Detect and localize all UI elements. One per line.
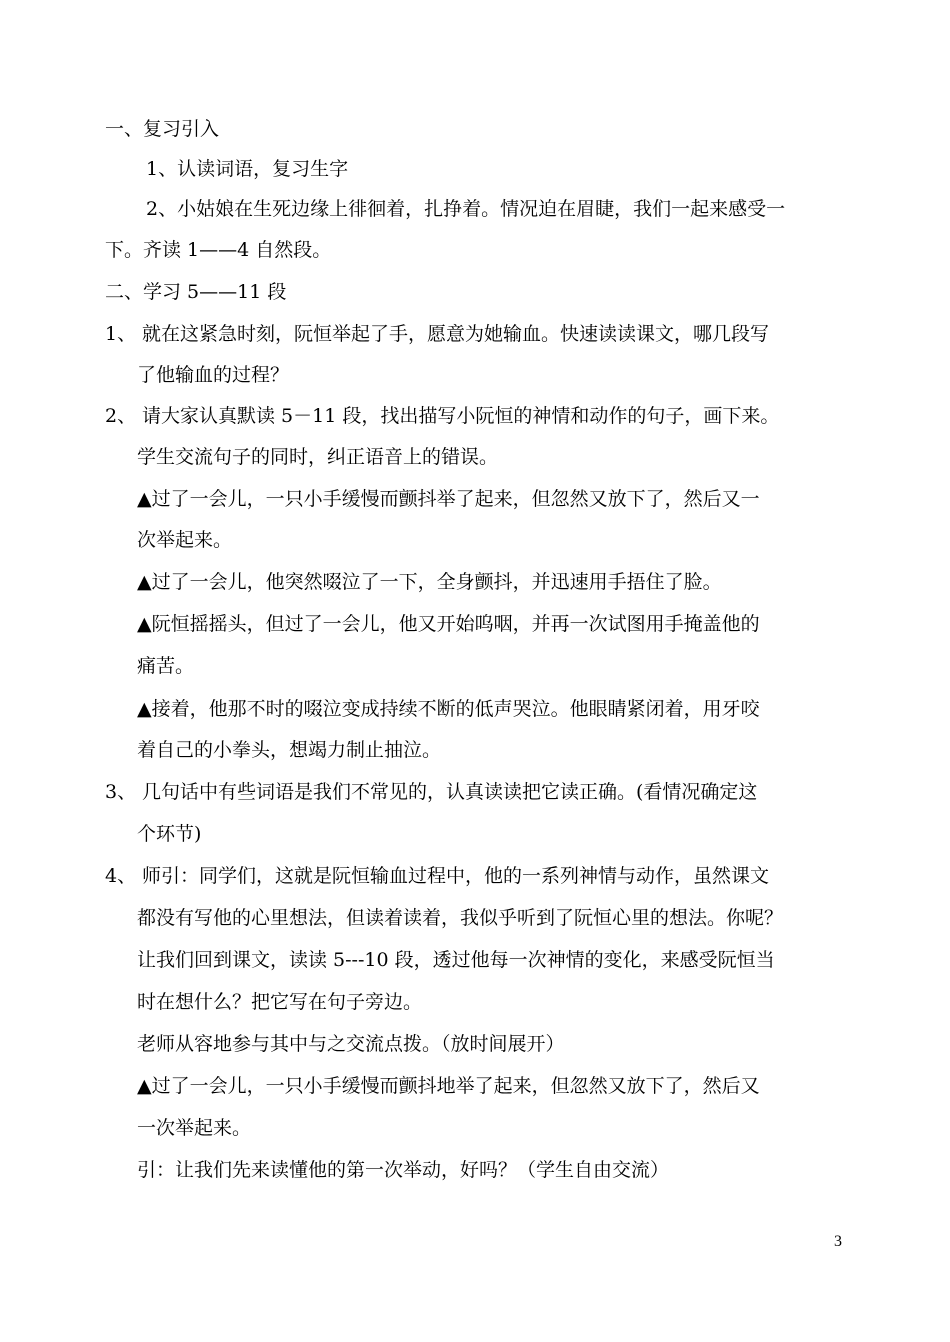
list-item-line: 几句话中有些词语是我们不常见的，认真读读把它读正确。(看情况确定这 — [142, 781, 758, 803]
quoted-sentence-line: ▲接着，他那不时的啜泣变成持续不断的低声哭泣。他眼睛紧闭着，用牙咬 — [137, 698, 760, 720]
list-number: 3、 — [105, 781, 137, 803]
list-item-line: 了他输血的过程？ — [137, 364, 290, 386]
page-number: 3 — [834, 1233, 842, 1250]
list-item-line: 让我们回到课文，读读 5---10 段，透过他每一次神情的变化，来感受阮恒当 — [137, 949, 775, 971]
list-item-line: 都没有写他的心里想法，但读着读着，我似乎听到了阮恒心里的想法。你呢？ — [137, 907, 784, 929]
list-number: 1、 — [105, 323, 137, 345]
quoted-sentence-line: 次举起来。 — [137, 529, 233, 551]
list-item-line: 引：让我们先来读懂他的第一次举动，好吗？（学生自由交流） — [137, 1159, 670, 1181]
list-item-line: 请大家认真默读 5－11 段，找出描写小阮恒的神情和动作的句子，画下来。 — [142, 405, 780, 427]
list-item-line: 就在这紧急时刻，阮恒举起了手，愿意为她输血。快速读读课文，哪几段写 — [142, 323, 770, 345]
list-item-line: 学生交流句子的同时，纠正语音上的错误。 — [137, 446, 499, 468]
list-item-line: 时在想什么？把它写在句子旁边。 — [137, 991, 423, 1013]
quoted-sentence-line: ▲过了一会儿，他突然啜泣了一下，全身颤抖，并迅速用手捂住了脸。 — [137, 571, 722, 593]
paragraph-line: 1、认读词语，复习生字 — [146, 158, 349, 180]
list-number: 4、 — [105, 865, 137, 887]
list-item-line: 老师从容地参与其中与之交流点拨。（放时间展开） — [137, 1033, 565, 1055]
section-heading-review: 一、复习引入 — [105, 118, 220, 140]
list-number: 2、 — [105, 405, 137, 427]
section-heading-study: 二、学习 5——11 段 — [105, 281, 287, 303]
quoted-sentence-line: ▲过了一会儿，一只小手缓慢而颤抖举了起来，但忽然又放下了，然后又一 — [137, 488, 760, 510]
quoted-sentence-line: ▲阮恒摇摇头，但过了一会儿，他又开始呜咽，并再一次试图用手掩盖他的 — [137, 613, 760, 635]
paragraph-line: 下。齐读 1——4 自然段。 — [105, 239, 332, 261]
quoted-sentence-line: 一次举起来。 — [137, 1117, 252, 1139]
quoted-sentence-line: ▲过了一会儿，一只小手缓慢而颤抖地举了起来，但忽然又放下了，然后又 — [137, 1075, 760, 1097]
list-item-line: 师引：同学们，这就是阮恒输血过程中，他的一系列神情与动作，虽然课文 — [142, 865, 770, 887]
list-item-line: 个环节) — [137, 823, 202, 845]
quoted-sentence-line: 痛苦。 — [137, 655, 195, 677]
paragraph-line: 2、小姑娘在生死边缘上徘徊着，扎挣着。情况迫在眉睫，我们一起来感受一 — [146, 198, 786, 220]
quoted-sentence-line: 着自己的小拳头，想竭力制止抽泣。 — [137, 739, 442, 761]
